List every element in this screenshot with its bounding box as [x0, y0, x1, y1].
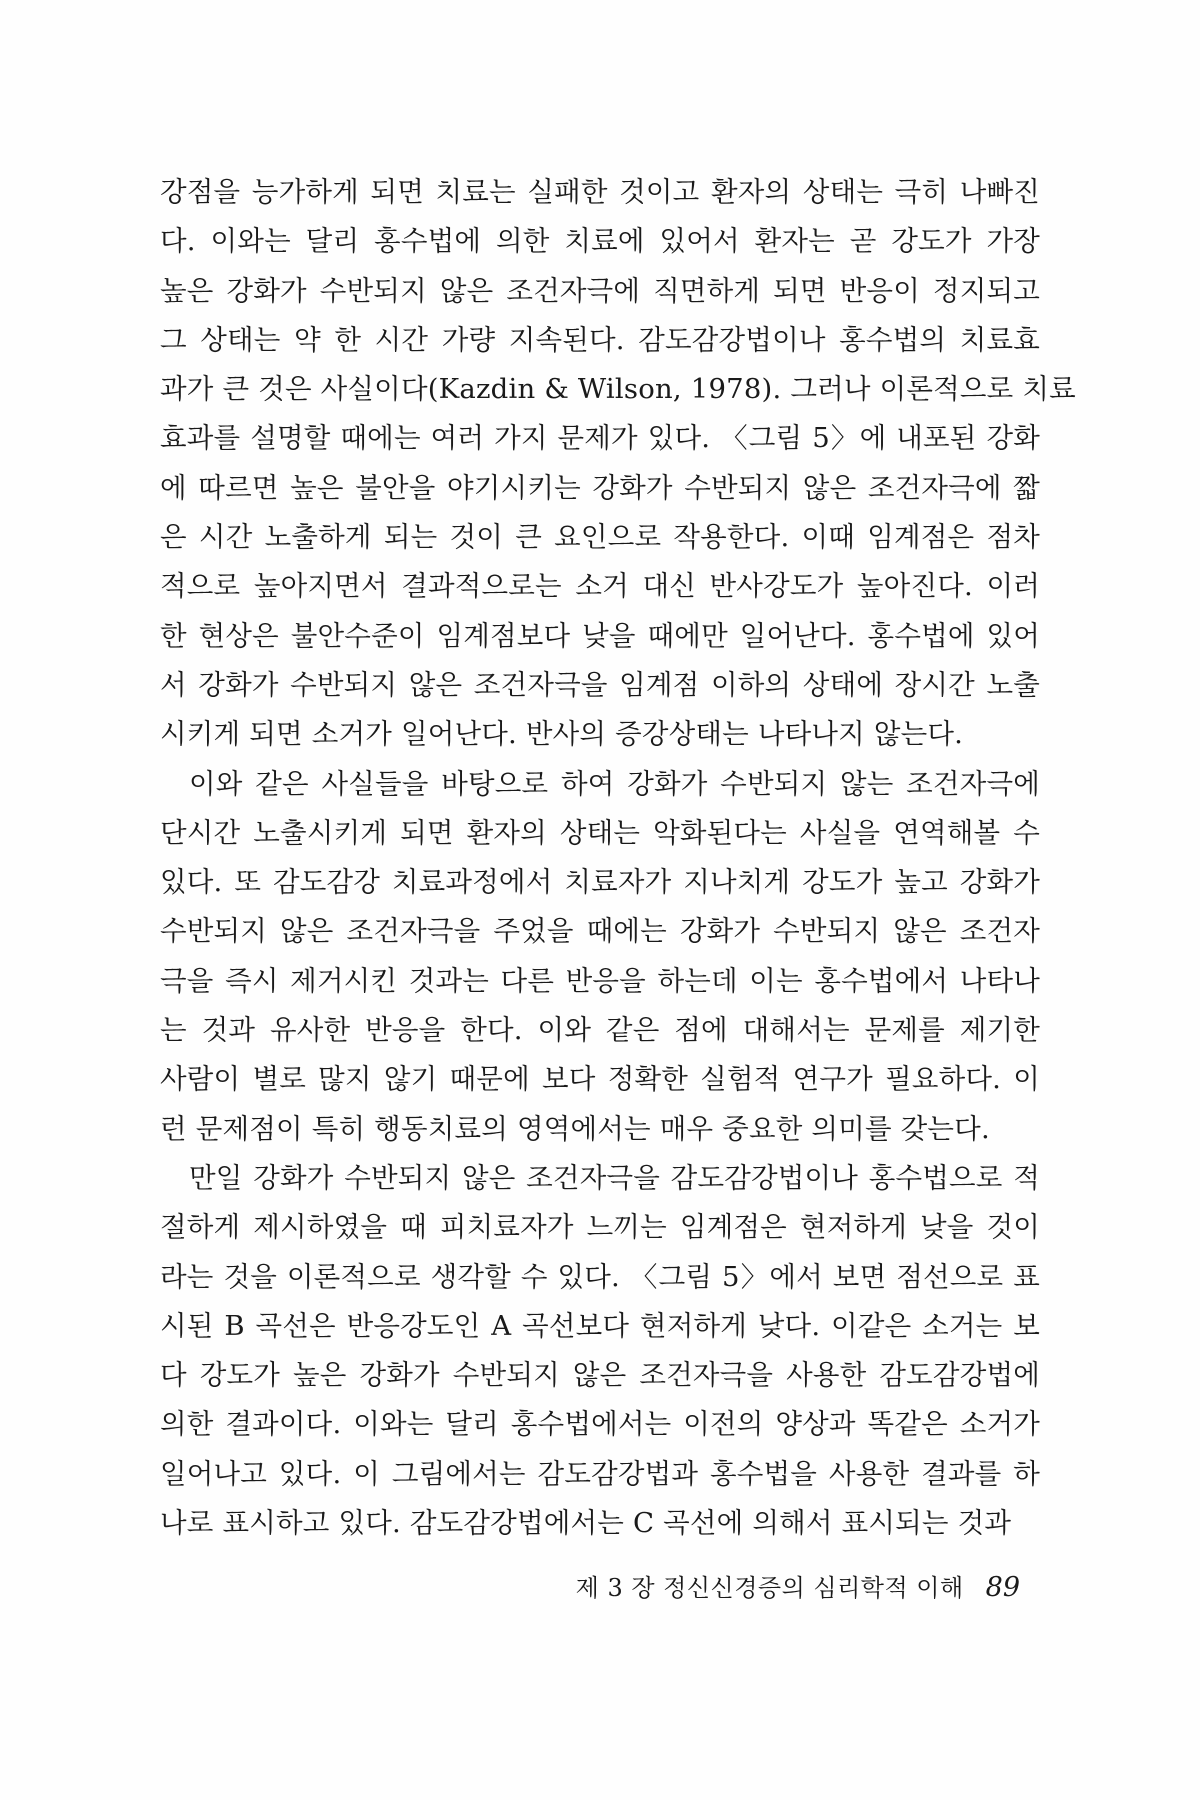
- text-line: 라는 것을 이론적으로 생각할 수 있다. 〈그림 5〉에서 보면 점선으로 표: [160, 1260, 1040, 1293]
- text-line: 는 것과 유사한 반응을 한다. 이와 같은 점에 대해서는 문제를 제기한: [160, 1014, 1040, 1047]
- text-line: 높은 강화가 수반되지 않은 조건자극에 직면하게 되면 반응이 정지되고: [160, 274, 1040, 307]
- text-line: 단시간 노출시키게 되면 환자의 상태는 악화된다는 사실을 연역해볼 수: [160, 816, 1040, 849]
- text-line: 효과를 설명할 때에는 여러 가지 문제가 있다. 〈그림 5〉에 내포된 강화: [160, 422, 1040, 455]
- body-text: [160, 168, 1076, 1548]
- text-line: 은 시간 노출하게 되는 것이 큰 요인으로 작용한다. 이때 임계점은 점차: [160, 521, 1040, 554]
- text-line: 시된 B 곡선은 반응강도인 A 곡선보다 현저하게 낮다. 이같은 소거는 보: [160, 1309, 1040, 1342]
- text-line: 강점을 능가하게 되면 치료는 실패한 것이고 환자의 상태는 극히 나빠진: [160, 176, 1040, 208]
- text-line: 있다. 또 감도감강 치료과정에서 치료자가 지나치게 강도가 높고 강화가: [160, 866, 1040, 899]
- text-line: 사람이 별로 많지 않기 때문에 보다 정확한 실험적 연구가 필요하다. 이: [160, 1063, 1040, 1096]
- text-line: 적으로 높아지면서 결과적으로는 소거 대신 반사강도가 높아진다. 이러: [160, 570, 1040, 603]
- text-line: 만일 강화가 수반되지 않은 조건자극을 감도감강법이나 홍수법으로 적: [189, 1161, 1040, 1194]
- text-line: 한 현상은 불안수준이 임계점보다 낮을 때에만 일어난다. 홍수법에 있어: [160, 619, 1040, 652]
- paragraph: [160, 760, 1040, 1154]
- text-line: 에 따르면 높은 불안을 야기시키는 강화가 수반되지 않은 조건자극에 짧: [160, 471, 1040, 504]
- page-footer: [560, 1568, 1020, 1608]
- text-line: 극을 즉시 제거시킨 것과는 다른 반응을 하는데 이는 홍수법에서 나타나: [160, 964, 1040, 997]
- text-line: 나로 표시하고 있다. 감도감강법에서는 C 곡선에 의해서 표시되는 것과: [160, 1507, 1012, 1540]
- text-line: 서 강화가 수반되지 않은 조건자극을 임계점 이하의 상태에 장시간 노출: [160, 668, 1040, 701]
- text-line: 시키게 되면 소거가 일어난다. 반사의 증강상태는 나타나지 않는다.: [160, 718, 964, 751]
- text-line: 의한 결과이다. 이와는 달리 홍수법에서는 이전의 양상과 똑같은 소거가: [160, 1408, 1040, 1441]
- text-line: 이와 같은 사실들을 바탕으로 하여 강화가 수반되지 않는 조건자극에: [189, 767, 1040, 800]
- text-line: 수반되지 않은 조건자극을 주었을 때에는 강화가 수반되지 않은 조건자: [160, 915, 1040, 948]
- paragraph: [160, 1154, 1040, 1548]
- text-line: 일어나고 있다. 이 그림에서는 감도감강법과 홍수법을 사용한 결과를 하: [160, 1457, 1040, 1490]
- running-head: 제 3 장 정신신경증의 심리학적 이해: [575, 1574, 964, 1602]
- text-line: 다. 이와는 달리 홍수법에 의한 치료에 있어서 환자는 곧 강도가 가장: [160, 225, 1040, 258]
- text-line: 그 상태는 약 한 시간 가량 지속된다. 감도감강법이나 홍수법의 치료효: [160, 323, 1040, 356]
- text-line: 다 강도가 높은 강화가 수반되지 않은 조건자극을 사용한 감도감강법에: [160, 1359, 1040, 1392]
- text-line: 절하게 제시하였을 때 피치료자가 느끼는 임계점은 현저하게 낮을 것이: [160, 1211, 1040, 1244]
- text-line: 런 문제점이 특히 행동치료의 영역에서는 매우 중요한 의미를 갖는다.: [160, 1112, 990, 1145]
- paragraph: [160, 168, 1076, 760]
- page-number: 89: [985, 1572, 1020, 1603]
- text-line: 과가 큰 것은 사실이다(Kazdin & Wilson, 1978). 그러나 이론적으로 치료: [160, 373, 1076, 406]
